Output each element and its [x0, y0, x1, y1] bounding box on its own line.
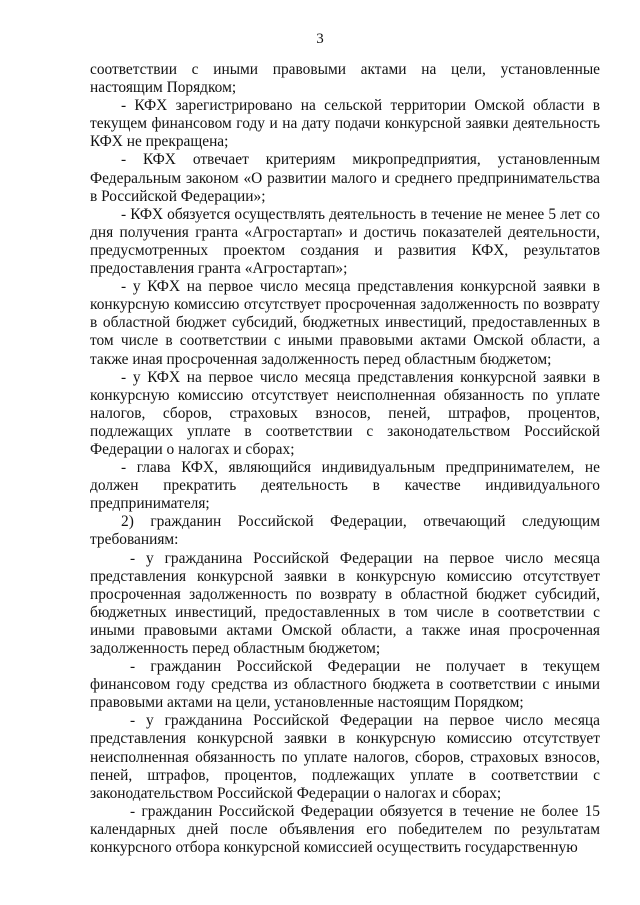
paragraph: - у гражданина Российской Федерации на первое число месяца представления конкурсной заявки в конкурсную комиссию отсутствует просроченная задолженность по возврату в областной бюджет субсидий, бюджетных инвестиций, предоставленных в том числе в соответствии с иными правовыми актами Омской области, а также иная просроченная задолженность перед областным бюджетом; [90, 549, 600, 657]
paragraph: - КФХ отвечает критериям микропредприятия, установленным Федеральным законом «О развитии малого и среднего предпринимательства в Российской Федерации»; [90, 151, 600, 205]
paragraph: - гражданин Российской Федерации не получает в текущем финансовом году средства из областного бюджета в соответствии с иными правовыми актами на цели, установленные настоящим Порядком; [90, 658, 600, 712]
body-text [90, 61, 600, 857]
paragraph: - КФХ обязуется осуществлять деятельность в течение не менее 5 лет со дня получения гранта «Агростартап» и достичь показателей деятельности, предусмотренных проектом создания и развития КФХ, результатов предоставления гранта «Агростартап»; [90, 205, 600, 278]
page-number: 3 [316, 31, 324, 47]
paragraph: - гражданин Российской Федерации обязуется в течение не более 15 календарных дней после объявления его победителем по результатам конкурсного отбора конкурсной комиссией осуществить государственную [90, 802, 600, 857]
paragraph: - глава КФХ, являющийся индивидуальным предпринимателем, не должен прекратить деятельность в качестве индивидуального предпринимателя; [90, 459, 600, 513]
paragraph: соответствии с иными правовыми актами на цели, установленные настоящим Порядком; [90, 61, 600, 97]
paragraph: - у гражданина Российской Федерации на первое число месяца представления конкурсной заявки в конкурсную комиссию отсутствует неисполненная обязанность по уплате налогов, сборов, страховых взносов, пеней, штрафов, процентов, подлежащих уплате в соответствии с законодательством Российской Федерации о налогах и сборах; [90, 712, 600, 802]
paragraph: 2) гражданин Российской Федерации, отвечающий следующим требованиям: [90, 513, 600, 549]
paragraph: - КФХ зарегистрировано на сельской территории Омской области в текущем финансовом году и на дату подачи конкурсной заявки деятельность КФХ не прекращена; [90, 97, 600, 151]
paragraph: - у КФХ на первое число месяца представления конкурсной заявки в конкурсную комиссию отсутствует неисполненная обязанность по уплате налогов, сборов, страховых взносов, пеней, штрафов, процентов, подлежащих уплате в соответствии с законодательством Российской Федерации о налогах и сборах; [90, 368, 600, 458]
paragraph: - у КФХ на первое число месяца представления конкурсной заявки в конкурсную комиссию отсутствует просроченная задолженность по возврату в областной бюджет субсидий, бюджетных инвестиций, предоставленных в том числе в соответствии с иными правовыми актами Омской области, а также иная просроченная задолженность перед областным бюджетом; [90, 278, 600, 368]
